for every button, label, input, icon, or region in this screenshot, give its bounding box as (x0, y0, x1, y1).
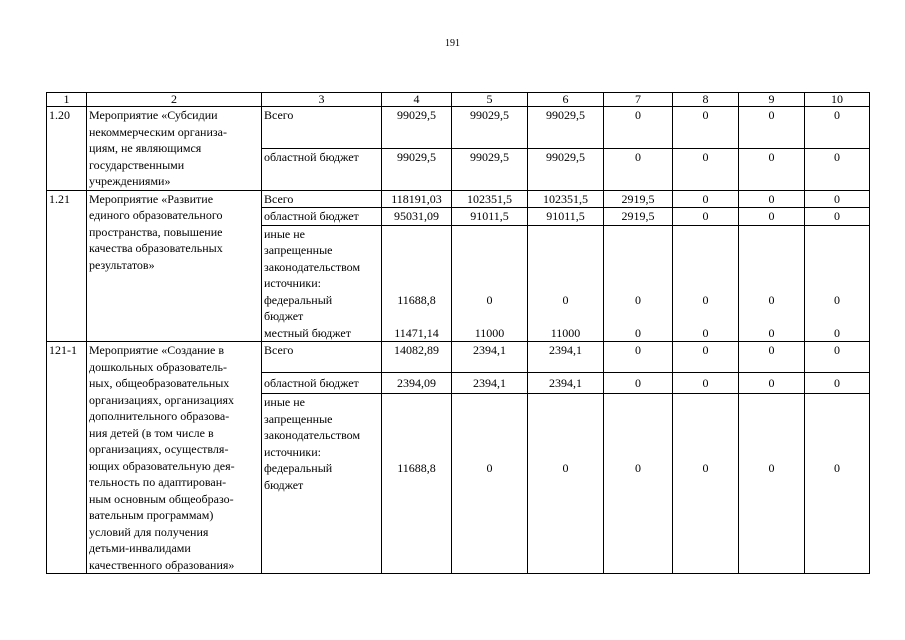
value-line: 0 (768, 292, 775, 307)
funding-source: областной бюджет (262, 373, 382, 394)
description-line: детьми-инвалидами (89, 541, 191, 555)
source-line: законодательством (264, 428, 361, 443)
description-line: вательным программам) (89, 508, 214, 522)
source-line: источники: (264, 444, 321, 459)
value-line: 0 (635, 461, 641, 476)
header-cell: 5 (452, 93, 528, 107)
value-cell: 0 (805, 373, 870, 394)
source-line: бюджет (264, 309, 304, 323)
description-line: ния детей (в том числе в (89, 425, 214, 440)
value-cell: 0 (604, 373, 673, 394)
description-line: результатов» (89, 257, 155, 272)
funding-source (262, 394, 382, 574)
description-line: пространства, повышение (89, 224, 223, 239)
header-cell: 2 (87, 93, 262, 107)
value-cell: 0 (805, 190, 870, 208)
item-description (87, 342, 262, 574)
value-line: 0 (486, 292, 493, 307)
description-line: организациях, организациях (89, 392, 235, 407)
value-cell (739, 225, 805, 342)
description-line: ющих образовательную дея- (89, 458, 235, 473)
description-line: тельность по адаптирован- (89, 475, 227, 489)
value-line: 11000 (550, 325, 581, 340)
value-cell (673, 394, 739, 574)
value-cell: 95031,09 (382, 208, 452, 226)
value-line: 0 (635, 325, 641, 340)
item-index: 121-1 (47, 342, 87, 574)
description-line: Мероприятие «Развитие (89, 191, 214, 206)
header-row (47, 93, 870, 107)
source-line: местный бюджет (264, 325, 351, 340)
header-cell: 3 (262, 93, 382, 107)
funding-source: областной бюджет (262, 148, 382, 190)
header-cell: 6 (528, 93, 604, 107)
value-line: 0 (702, 292, 709, 307)
value-cell: 0 (604, 148, 673, 190)
source-line: запрещенные (264, 243, 333, 257)
value-line: 0 (486, 461, 493, 476)
table-row (47, 342, 870, 373)
description-line: циям, не являющимся (89, 141, 202, 155)
budget-table (46, 92, 870, 574)
header-cell: 4 (382, 93, 452, 107)
description-line: Мероприятие «Создание в (89, 343, 224, 357)
description-line: качественного образования» (89, 557, 235, 572)
value-cell: 0 (805, 148, 870, 190)
header-cell: 8 (673, 93, 739, 107)
description-line: некоммерческим организа- (89, 124, 227, 139)
value-cell: 102351,5 (452, 190, 528, 208)
item-index: 1.21 (47, 190, 87, 342)
funding-source: Всего (262, 342, 382, 373)
value-cell: 91011,5 (528, 208, 604, 226)
value-cell: 99029,5 (382, 107, 452, 149)
source-line: иные не (264, 226, 305, 241)
value-cell: 0 (673, 373, 739, 394)
header-cell: 7 (604, 93, 673, 107)
value-cell: 0 (604, 107, 673, 149)
source-line: федеральный (264, 461, 333, 476)
value-line: 11471,14 (394, 325, 439, 340)
value-cell: 14082,89 (382, 342, 452, 373)
source-line: федеральный (264, 292, 333, 307)
value-cell: 2919,5 (604, 190, 673, 208)
value-cell: 2394,09 (382, 373, 452, 394)
header-cell: 9 (739, 93, 805, 107)
page-number: 191 (445, 38, 460, 49)
value-cell: 0 (673, 107, 739, 149)
source-line: запрещенные (264, 411, 333, 426)
description-line: ных, общеобразовательных (89, 376, 230, 390)
description-line: организациях, осуществля- (89, 442, 229, 456)
value-cell: 0 (739, 342, 805, 373)
value-cell (805, 394, 870, 574)
value-cell: 0 (805, 342, 870, 373)
value-cell: 0 (673, 208, 739, 226)
description-line: условий для получения (89, 524, 209, 539)
source-line: источники: (264, 276, 321, 290)
value-cell: 99029,5 (528, 148, 604, 190)
value-cell: 2394,1 (452, 373, 528, 394)
item-index: 1.20 (47, 107, 87, 191)
value-line: 0 (768, 325, 775, 340)
value-cell (382, 394, 452, 574)
value-cell (604, 394, 673, 574)
table-row (47, 107, 870, 149)
value-line: 11688,8 (397, 292, 436, 307)
description-line: качества образовательных (89, 241, 223, 255)
value-cell (452, 394, 528, 574)
value-line: 0 (635, 292, 641, 307)
item-description (87, 190, 262, 342)
value-cell: 0 (673, 190, 739, 208)
value-line: 0 (768, 461, 775, 476)
description-line: единого образовательного (89, 208, 223, 222)
value-cell: 2394,1 (528, 342, 604, 373)
value-cell (604, 225, 673, 342)
value-cell: 99029,5 (452, 107, 528, 149)
value-cell: 99029,5 (452, 148, 528, 190)
value-cell (528, 394, 604, 574)
item-description (87, 107, 262, 191)
value-line: 0 (702, 461, 709, 476)
value-cell: 2394,1 (528, 373, 604, 394)
value-cell: 0 (739, 208, 805, 226)
header-cell: 1 (47, 93, 87, 107)
value-cell: 0 (739, 148, 805, 190)
value-cell: 99029,5 (382, 148, 452, 190)
value-line: 0 (834, 325, 840, 340)
value-cell (673, 225, 739, 342)
value-cell: 99029,5 (528, 107, 604, 149)
value-cell: 0 (604, 342, 673, 373)
value-cell: 0 (739, 190, 805, 208)
value-cell (739, 394, 805, 574)
value-cell: 0 (673, 148, 739, 190)
source-line: законодательством (264, 259, 361, 274)
value-cell: 2394,1 (452, 342, 528, 373)
description-line: дошкольных образователь- (89, 359, 228, 374)
source-line: бюджет (264, 477, 304, 492)
value-cell (452, 225, 528, 342)
value-cell: 2919,5 (604, 208, 673, 226)
value-cell (528, 225, 604, 342)
value-line: 0 (834, 461, 840, 476)
value-cell (382, 225, 452, 342)
funding-source: Всего (262, 107, 382, 149)
value-cell: 91011,5 (452, 208, 528, 226)
description-line: Мероприятие «Субсидии (89, 108, 218, 122)
value-cell: 102351,5 (528, 190, 604, 208)
value-cell: 0 (805, 208, 870, 226)
header-cell: 10 (805, 93, 870, 107)
description-line: ным основным общеобразо- (89, 491, 234, 506)
table-row (47, 190, 870, 208)
description-line: учреждениями» (89, 174, 171, 188)
funding-source: Всего (262, 190, 382, 208)
funding-source (262, 225, 382, 342)
value-cell: 0 (739, 107, 805, 149)
value-line: 11000 (474, 325, 505, 340)
value-line: 0 (562, 461, 569, 476)
description-line: государственными (89, 157, 185, 172)
value-cell: 0 (739, 373, 805, 394)
description-line: дополнительного образова- (89, 409, 230, 423)
value-cell: 0 (805, 107, 870, 149)
value-line: 0 (834, 292, 840, 307)
value-cell: 0 (673, 342, 739, 373)
source-line: иные не (264, 395, 305, 410)
funding-source: областной бюджет (262, 208, 382, 226)
value-line: 0 (702, 325, 709, 340)
value-cell (805, 225, 870, 342)
value-cell: 118191,03 (382, 190, 452, 208)
value-line: 11688,8 (397, 461, 436, 476)
value-line: 0 (562, 292, 569, 307)
